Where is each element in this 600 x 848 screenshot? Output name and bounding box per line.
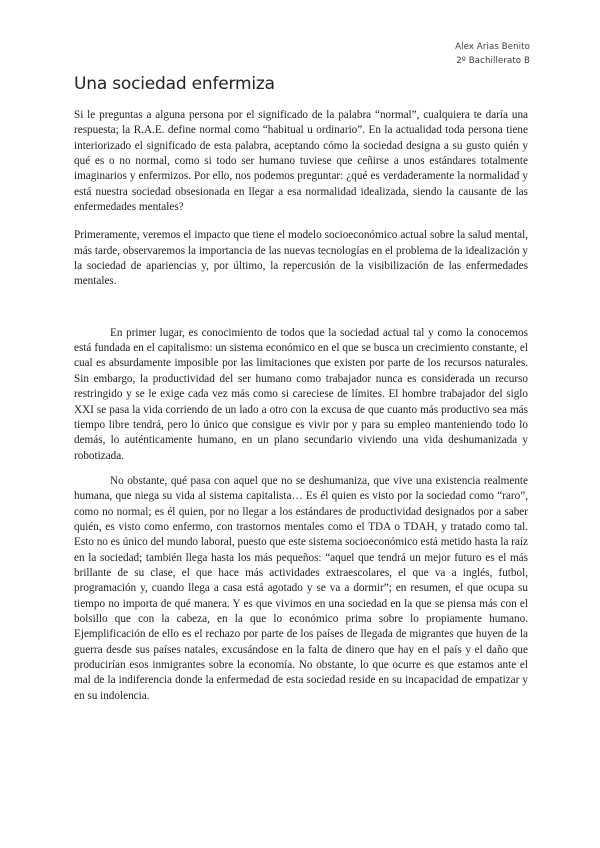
body-paragraph-1: En primer lugar, es conocimiento de todos que la sociedad actual tal y como la conocemos está fundada en el capitalismo: un sistema económico en el que se busca un crecimiento constante, el cual es absurdamente imposible por las limitaciones que existen por parte de los recursos naturales. Sin embargo, la productividad del ser humano como trabajador nunca es considerada un recurso restringido y se le exige cada vez más como si careciese de límites. El hombre trabajador del siglo XXI se pasa la vida corriendo de un lado a otro con la excusa de que cuanto más productivo sea más tiempo libre tendrá, pero lo único que consigue es vivir por y para su empleo manteniendo todo lo demás, lo auténticamente humano, en un plano secundario viviendo una vida deshumanizada y robotizada. [74, 326, 528, 462]
author-name: Alex Arias Benito [455, 42, 530, 52]
course-label: 2º Bachillerato B [456, 56, 530, 66]
intro-paragraph-2: Primeramente, veremos el impacto que tiene el modelo socioeconómico actual sobre la salud mental, más tarde, observaremos la importancia de las nuevas tecnologías en el problema de la idealización y la sociedad de apariencias y, por último, la repercusión de la visibilización de las enfermedades mentales. [74, 229, 528, 288]
document-body [74, 108, 528, 704]
page-header [455, 40, 530, 68]
intro-paragraph-1: Si le preguntas a alguna persona por el significado de la palabra “normal”, cualquiera te daría una respuesta; la R.A.E. define normal como “habitual u ordinario”. En la actualidad toda persona tiene interiorizado el significado de esta palabra, aceptando cómo la sociedad designa a su gusto quién y qué es o no normal, como si todo ser humano tuviese que ceñirse a unos estándares totalmente imaginarios y enfermizos. Por ello, nos podemos preguntar: ¿qué es verdaderamente la normalidad y está nuestra sociedad obsesionada en llegar a esa normalidad idealizada, siendo la causante de las enfermedades mentales? [74, 109, 528, 214]
document-title: Una sociedad enfermiza [74, 74, 275, 94]
body-paragraph-2: No obstante, qué pasa con aquel que no se deshumaniza, que vive una existencia realmente humana, que niega su vida al sistema capitalista… Es él quien es visto por la sociedad como “raro”, como no normal; es él quien, por no llegar a los estándares de productividad designados por a saber quién, es visto como enfermo, con trastornos mentales como el TDA o TDAH, y tratado como tal. Esto no es único del mundo laboral, puesto que este sistema socioeconómico está metido hasta la raíz en la sociedad; también llega hasta los más pequeños: “aquel que tendrá un mejor futuro es el más brillante de su clase, el que hace más actividades extraescolares, el que va a inglés, futbol, programación y, cuando llega a casa está agotado y se va a dormir”; en resumen, el que ocupa su tiempo no importa de qué manera. Y es que vivimos en una sociedad en la que se piensa más con el bolsillo que con la cabeza, en la que lo económico prima sobre lo propiamente humano. Ejemplificación de ello es el rechazo por parte de los países de llegada de migrantes que huyen de la guerra desde sus países natales, excusándose en la falta de dinero que hay en el país y el daño que producirían esos inmigrantes sobre la economía. No obstante, lo que ocurre es que estamos ante el mal de la indiferencia donde la enfermedad de esta sociedad reside en su incapacidad de empatizar y en su indolencia. [74, 474, 528, 702]
